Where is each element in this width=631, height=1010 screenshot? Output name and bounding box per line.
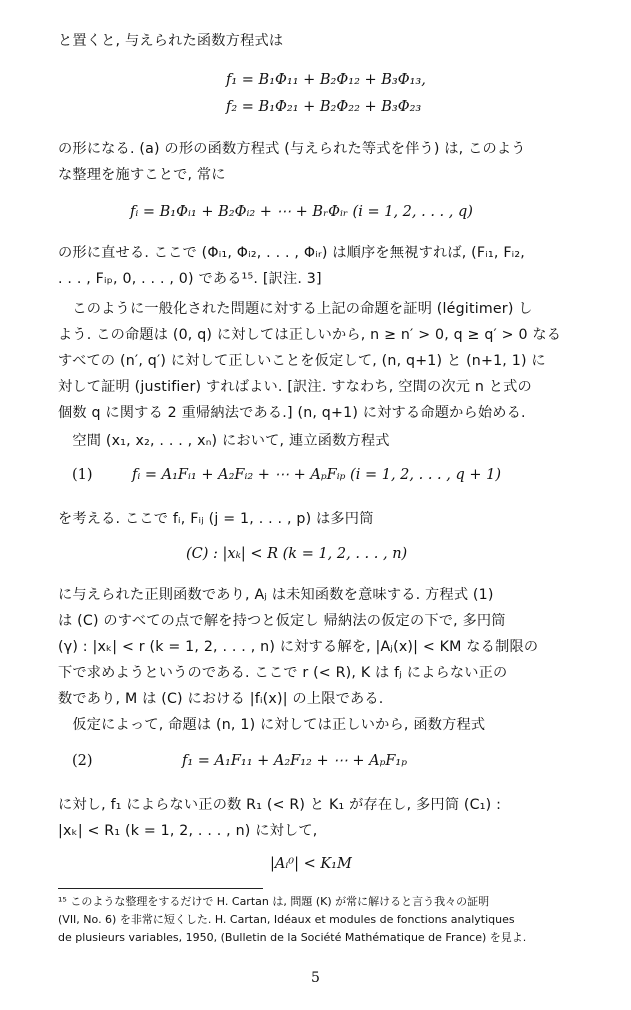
page-number: 5 (311, 970, 320, 986)
equation-polycylinder: (C) : |xₖ| < R (k = 1, 2, . . . , n) (186, 546, 408, 562)
paragraph-assumption (58, 712, 578, 738)
paragraph-rewrite (58, 240, 578, 292)
text-line: (γ) : |xₖ| < r (k = 1, 2, . . . , n) に対する解を, |Aⱼ(x)| < KM なる制限の (58, 639, 539, 655)
equation-bound: |Aᵢ⁰| < K₁M (270, 856, 352, 872)
equation-2: f₁ = A₁F₁₁ + A₂F₁₂ + ⋯ + AₚF₁ₚ (182, 753, 408, 769)
equation-1-label: (1) (72, 467, 93, 483)
text-line: . . . , Fᵢₚ, 0, . . . , 0) である¹⁵. [訳注. 3] (58, 271, 322, 287)
text-line: 個数 q に関する 2 重帰納法である.] (n, q+1) に対する命題から始める. (58, 405, 526, 421)
text-line: 空間 (x₁, x₂, . . . , xₙ) において, 連立函数方程式 (58, 433, 390, 449)
text-line: すべての (n′, q′) に対して正しいことを仮定して, (n, q+1) と (n+1, 1) に (58, 353, 546, 369)
text-line: 下で求めようというのである. ここで r (< R), K は fⱼ によらない正の (58, 665, 508, 681)
text-line: このように一般化された問題に対する上記の命題を証明 (légitimer) し (58, 301, 533, 317)
text-line: な整理を施すことで, 常に (58, 167, 226, 183)
text-line: 仮定によって, 命題は (n, 1) に対しては正しいから, 函数方程式 (58, 717, 486, 733)
paragraph-holomorphic (58, 582, 578, 712)
paragraph-form (58, 136, 578, 188)
paragraph-consider (58, 506, 578, 532)
text-line: |xₖ| < R₁ (k = 1, 2, . . . , n) に対して, (58, 823, 318, 839)
equation-2-label: (2) (72, 753, 93, 769)
equation-general: fᵢ = B₁Φᵢ₁ + B₂Φᵢ₂ + ⋯ + BᵣΦᵢᵣ (i = 1, 2, . . . , q) (130, 204, 473, 220)
paragraph-intro (58, 28, 578, 54)
paragraph-existence (58, 792, 578, 844)
text-line: よう. この命題は (0, q) に対しては正しいから, n ≥ n′ > 0, q ≥ q′ > 0 なる (58, 327, 562, 343)
footnote-line: ¹⁵ このような整理をするだけで H. Cartan は, 問題 (K) が常に解けると言う我々の証明 (58, 895, 490, 908)
text-line: の形に直せる. ここで (Φᵢ₁, Φᵢ₂, . . . , Φᵢᵣ) は順序を無視すれば, (Fᵢ₁, Fᵢ₂, (58, 245, 526, 261)
text-line: に与えられた正則函数であり, Aⱼ は未知函数を意味する. 方程式 (1) (58, 587, 494, 603)
footnote-line: de plusieurs variables, 1950, (Bulletin de la Société Mathématique de France) を見よ. (58, 931, 527, 944)
text-line: の形になる. (a) の形の函数方程式 (与えられた等式を伴う) は, このよう (58, 141, 526, 157)
text-line: と置くと, 与えられた函数方程式は (58, 33, 284, 49)
equation-1: fᵢ = A₁Fᵢ₁ + A₂Fᵢ₂ + ⋯ + AₚFᵢₚ (i = 1, 2, . . . , q + 1) (132, 467, 502, 483)
footnote-rule (58, 888, 263, 889)
footnote-line: (VII, No. 6) を非常に短くした. H. Cartan, Idéaux et modules de fonctions analytiques (58, 913, 515, 926)
text-line: に対し, f₁ によらない正の数 R₁ (< R) と K₁ が存在し, 多円筒 (C₁) : (58, 797, 502, 813)
paragraph-induction (58, 296, 578, 426)
equation-f1: f₁ = B₁Φ₁₁ + B₂Φ₁₂ + B₃Φ₁₃, (226, 72, 426, 88)
equation-f2: f₂ = B₁Φ₂₁ + B₂Φ₂₂ + B₃Φ₂₃ (226, 99, 422, 115)
footnote-15 (58, 893, 578, 947)
paragraph-space (58, 428, 578, 454)
text-line: は (C) のすべての点で解を持つと仮定し 帰納法の仮定の下で, 多円筒 (58, 613, 506, 629)
text-line: 数であり, M は (C) における |fᵢ(x)| の上限である. (58, 691, 384, 707)
text-line: を考える. ここで fᵢ, Fᵢⱼ (j = 1, . . . , p) は多円筒 (58, 511, 374, 527)
text-line: 対して証明 (justifier) すればよい. [訳注. すなわち, 空間の次元 n と式の (58, 379, 532, 395)
